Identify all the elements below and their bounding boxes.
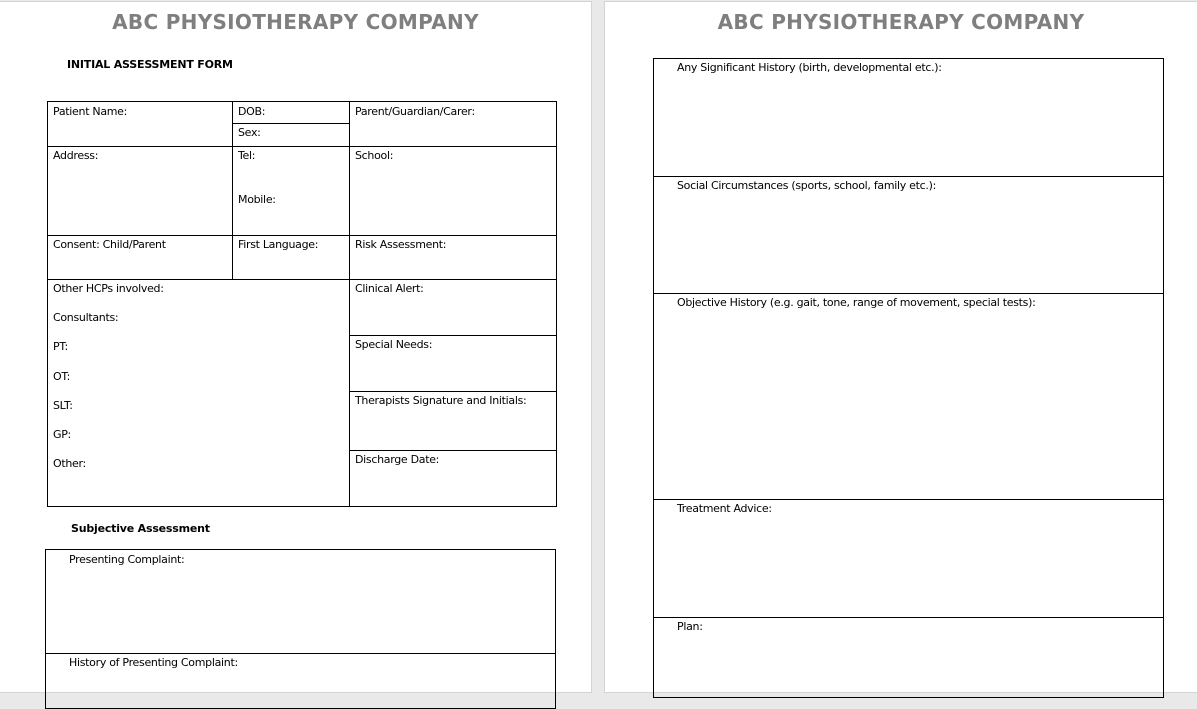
address-field: Address:	[53, 149, 99, 162]
table-line	[47, 235, 557, 236]
school-field: School:	[355, 149, 394, 162]
table-line	[349, 391, 557, 392]
table-line	[653, 499, 1164, 500]
clinical-alert-field: Clinical Alert:	[355, 282, 424, 295]
company-name: ABC PHYSIOTHERAPY COMPANY	[717, 10, 1085, 34]
table-line	[47, 146, 557, 147]
table-line	[232, 123, 349, 124]
table-line	[349, 101, 350, 507]
risk-assessment-field: Risk Assessment:	[355, 238, 447, 251]
history-presenting-complaint-field: History of Presenting Complaint:	[69, 656, 238, 669]
other-hcps-field: Other HCPs involved:	[53, 282, 164, 295]
table-line	[653, 617, 1164, 618]
special-needs-field: Special Needs:	[355, 338, 433, 351]
table-line	[653, 293, 1164, 294]
table-line	[349, 335, 557, 336]
plan-field: Plan:	[677, 620, 703, 633]
patient-details-table	[47, 101, 557, 507]
subjective-assessment-heading: Subjective Assessment	[71, 522, 210, 535]
mobile-field: Mobile:	[238, 193, 276, 206]
significant-history-field: Any Significant History (birth, developmental etc.):	[677, 61, 942, 74]
first-language-field: First Language:	[238, 238, 319, 251]
tel-field: Tel:	[238, 149, 256, 162]
slt-field: SLT:	[53, 399, 73, 412]
table-line	[349, 450, 557, 451]
consent-field: Consent: Child/Parent	[53, 238, 166, 251]
gp-field: GP:	[53, 428, 71, 441]
dob-field: DOB:	[238, 105, 266, 118]
ot-field: OT:	[53, 370, 70, 383]
presenting-complaint-field: Presenting Complaint:	[69, 553, 185, 566]
form-title: INITIAL ASSESSMENT FORM	[67, 58, 233, 71]
other-field: Other:	[53, 457, 86, 470]
table-line	[45, 653, 556, 654]
table-line	[232, 101, 233, 280]
pt-field: PT:	[53, 340, 68, 353]
objective-history-field: Objective History (e.g. gait, tone, range of movement, special tests):	[677, 296, 1036, 309]
table-line	[653, 176, 1164, 177]
history-table	[653, 58, 1164, 698]
treatment-advice-field: Treatment Advice:	[677, 502, 772, 515]
consultants-field: Consultants:	[53, 311, 119, 324]
parent-guardian-field: Parent/Guardian/Carer:	[355, 105, 475, 118]
therapist-signature-field: Therapists Signature and Initials:	[355, 394, 527, 407]
company-name: ABC PHYSIOTHERAPY COMPANY	[112, 10, 479, 34]
patient-name-field: Patient Name:	[53, 105, 128, 118]
table-line	[47, 279, 557, 280]
sex-field: Sex:	[238, 126, 261, 139]
document-page-2	[605, 2, 1197, 692]
subjective-assessment-table	[45, 549, 556, 709]
social-circumstances-field: Social Circumstances (sports, school, family etc.):	[677, 179, 936, 192]
discharge-date-field: Discharge Date:	[355, 453, 440, 466]
document-page-1	[0, 2, 591, 692]
